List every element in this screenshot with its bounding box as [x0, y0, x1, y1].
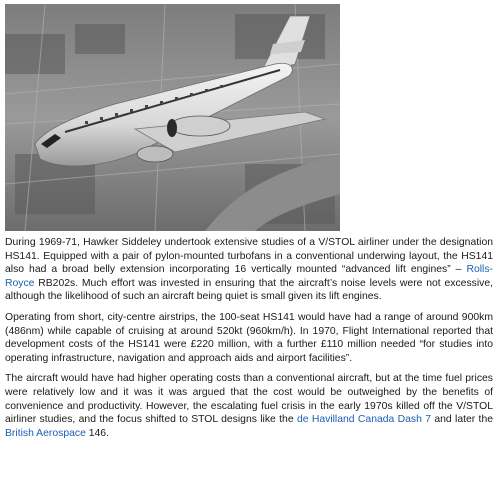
aircraft-illustration — [5, 4, 340, 231]
british-aerospace-link[interactable]: British Aerospace — [5, 427, 86, 439]
rolls-royce-link[interactable]: Rolls-Royce — [5, 264, 493, 289]
dash-7-link[interactable]: de Havilland Canada Dash 7 — [296, 414, 432, 426]
paragraph-3: The aircraft would have had higher operating costs than a conventional aircraft, but at the time fuel prices were relatively low and it was it was argued that the cost would be outweighed by the benefits of convenience and productivity. However, the escalating fuel crisis in the early 1970s killed off the V/STOL airliner studies, and the focus shifted to STOL designs like the de Havilland Canada Dash 7 and later the British Aerospace 146. — [5, 373, 494, 439]
paragraph-2: Operating from short, city-centre airstrips, the 100-seat HS141 would have had a range of around 900km (486nm) while capable of cruising at around 520kt (960km/h). In 1970, Flight International reported that development costs of the HS141 were £220 million, with a further £110 million needed “for studies into operating infrastructure, navigation and approach aids and airport facilities”. — [5, 311, 493, 364]
paragraph-1: During 1969-71, Hawker Siddeley undertook extensive studies of a V/STOL airliner under the designation HS141. Equipped with a pair of pylon-mounted turbofans in a conventional underwing layout, the HS141 also had a broad belly extension incorporating 16 vertically mounted “advanced lift engines” – Rolls-Royce RB202s. Much effort was invested in ensuring that the aircraft’s noise levels were not excessive, although the likelihood of such an aircraft being quiet is small given its lift engines. — [5, 237, 493, 303]
article-text — [5, 236, 493, 447]
aircraft-photo — [5, 4, 340, 231]
